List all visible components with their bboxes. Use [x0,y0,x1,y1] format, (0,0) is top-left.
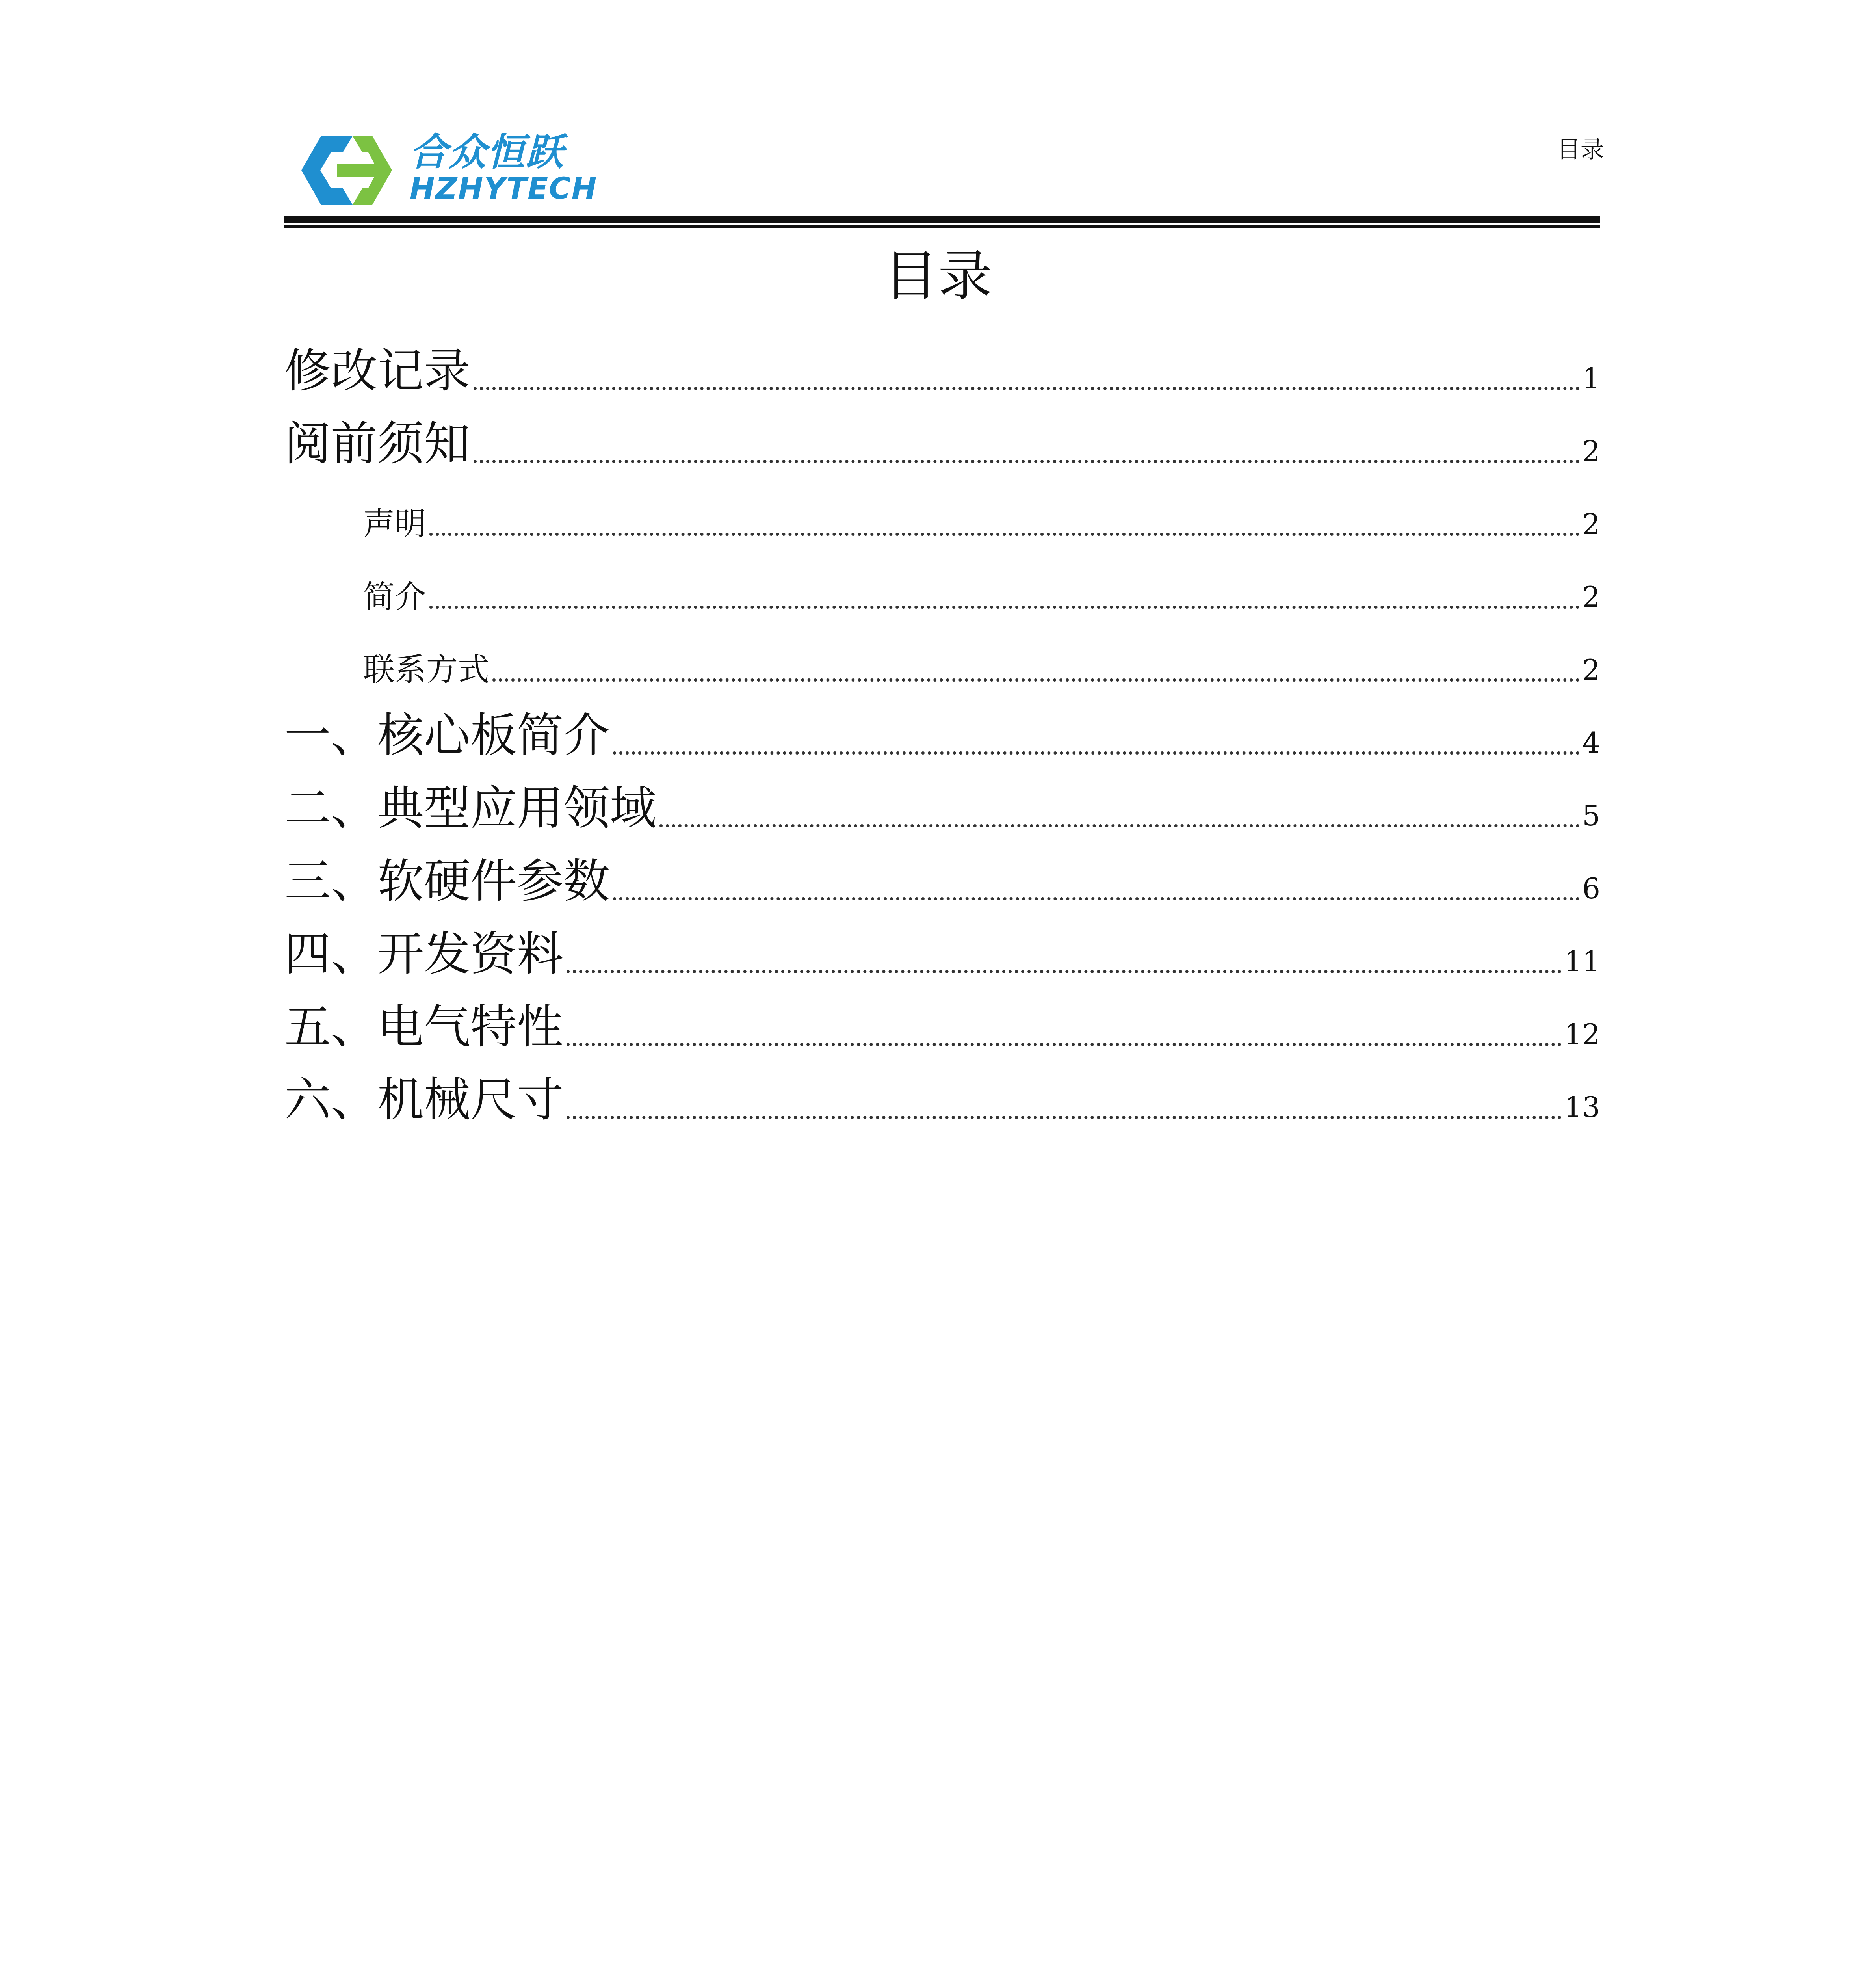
logo-mark-icon [293,128,400,213]
toc-entry-page: 2 [1582,653,1600,686]
header-rule-thick [284,216,1600,223]
toc-entry[interactable] [284,927,1600,981]
toc-entry[interactable] [363,506,1600,540]
toc-entry-title: 五、电气特性 [284,1000,564,1054]
toc-entry-title: 六、机械尺寸 [284,1072,564,1127]
toc-entry[interactable] [284,854,1600,908]
toc-entry-title: 联系方式 [363,651,489,688]
toc-entry-page: 13 [1564,1091,1600,1124]
toc-entry-page: 11 [1564,945,1600,978]
header-section-label: 目录 [1557,136,1604,164]
toc-dot-leader [659,824,1580,827]
toc-dot-leader [429,606,1580,609]
toc-entry[interactable] [284,781,1600,835]
logo-cn-name: 合众恒跃 [410,130,564,174]
toc-entry[interactable] [284,1072,1600,1127]
toc-entry-page: 6 [1582,872,1600,905]
toc-dot-leader [567,970,1562,973]
toc-entry-page: 2 [1582,435,1600,468]
toc-title: 目录 [883,244,992,308]
toc-entry-title: 一、核心板简介 [284,708,610,762]
toc-dot-leader [492,678,1580,682]
toc-dot-leader [567,1043,1562,1046]
toc-dot-leader [613,751,1580,755]
toc-entry[interactable] [363,579,1600,613]
toc-dot-leader [474,387,1580,390]
toc-entry-page: 4 [1582,726,1600,759]
toc-entry-page: 5 [1582,799,1600,832]
toc-dot-leader [474,460,1580,463]
toc-entry-page: 12 [1564,1018,1600,1051]
toc-dot-leader [429,533,1580,536]
toc-entry-page: 1 [1582,362,1600,395]
toc-entry-title: 二、典型应用领域 [284,781,657,835]
toc-dot-leader [567,1116,1562,1119]
toc-entry-title: 四、开发资料 [284,927,564,981]
toc-entry[interactable] [363,652,1600,686]
toc-entry[interactable] [284,708,1600,762]
toc-entry-title: 三、软硬件参数 [284,854,610,908]
logo-en-name: HZHYTECH [410,171,598,206]
toc-entry-title: 声明 [363,506,426,542]
header-rule-thin [284,225,1600,228]
toc-entry[interactable] [284,1000,1600,1054]
toc-entry-page: 2 [1582,507,1600,541]
toc-entry-title: 阅前须知 [284,416,471,471]
toc-entry-page: 2 [1582,580,1600,613]
toc-entry[interactable] [284,344,1600,398]
toc-entry-title: 修改记录 [284,344,471,398]
toc-entry[interactable] [284,416,1600,471]
toc-entry-title: 简介 [363,578,426,615]
toc-dot-leader [613,897,1580,900]
